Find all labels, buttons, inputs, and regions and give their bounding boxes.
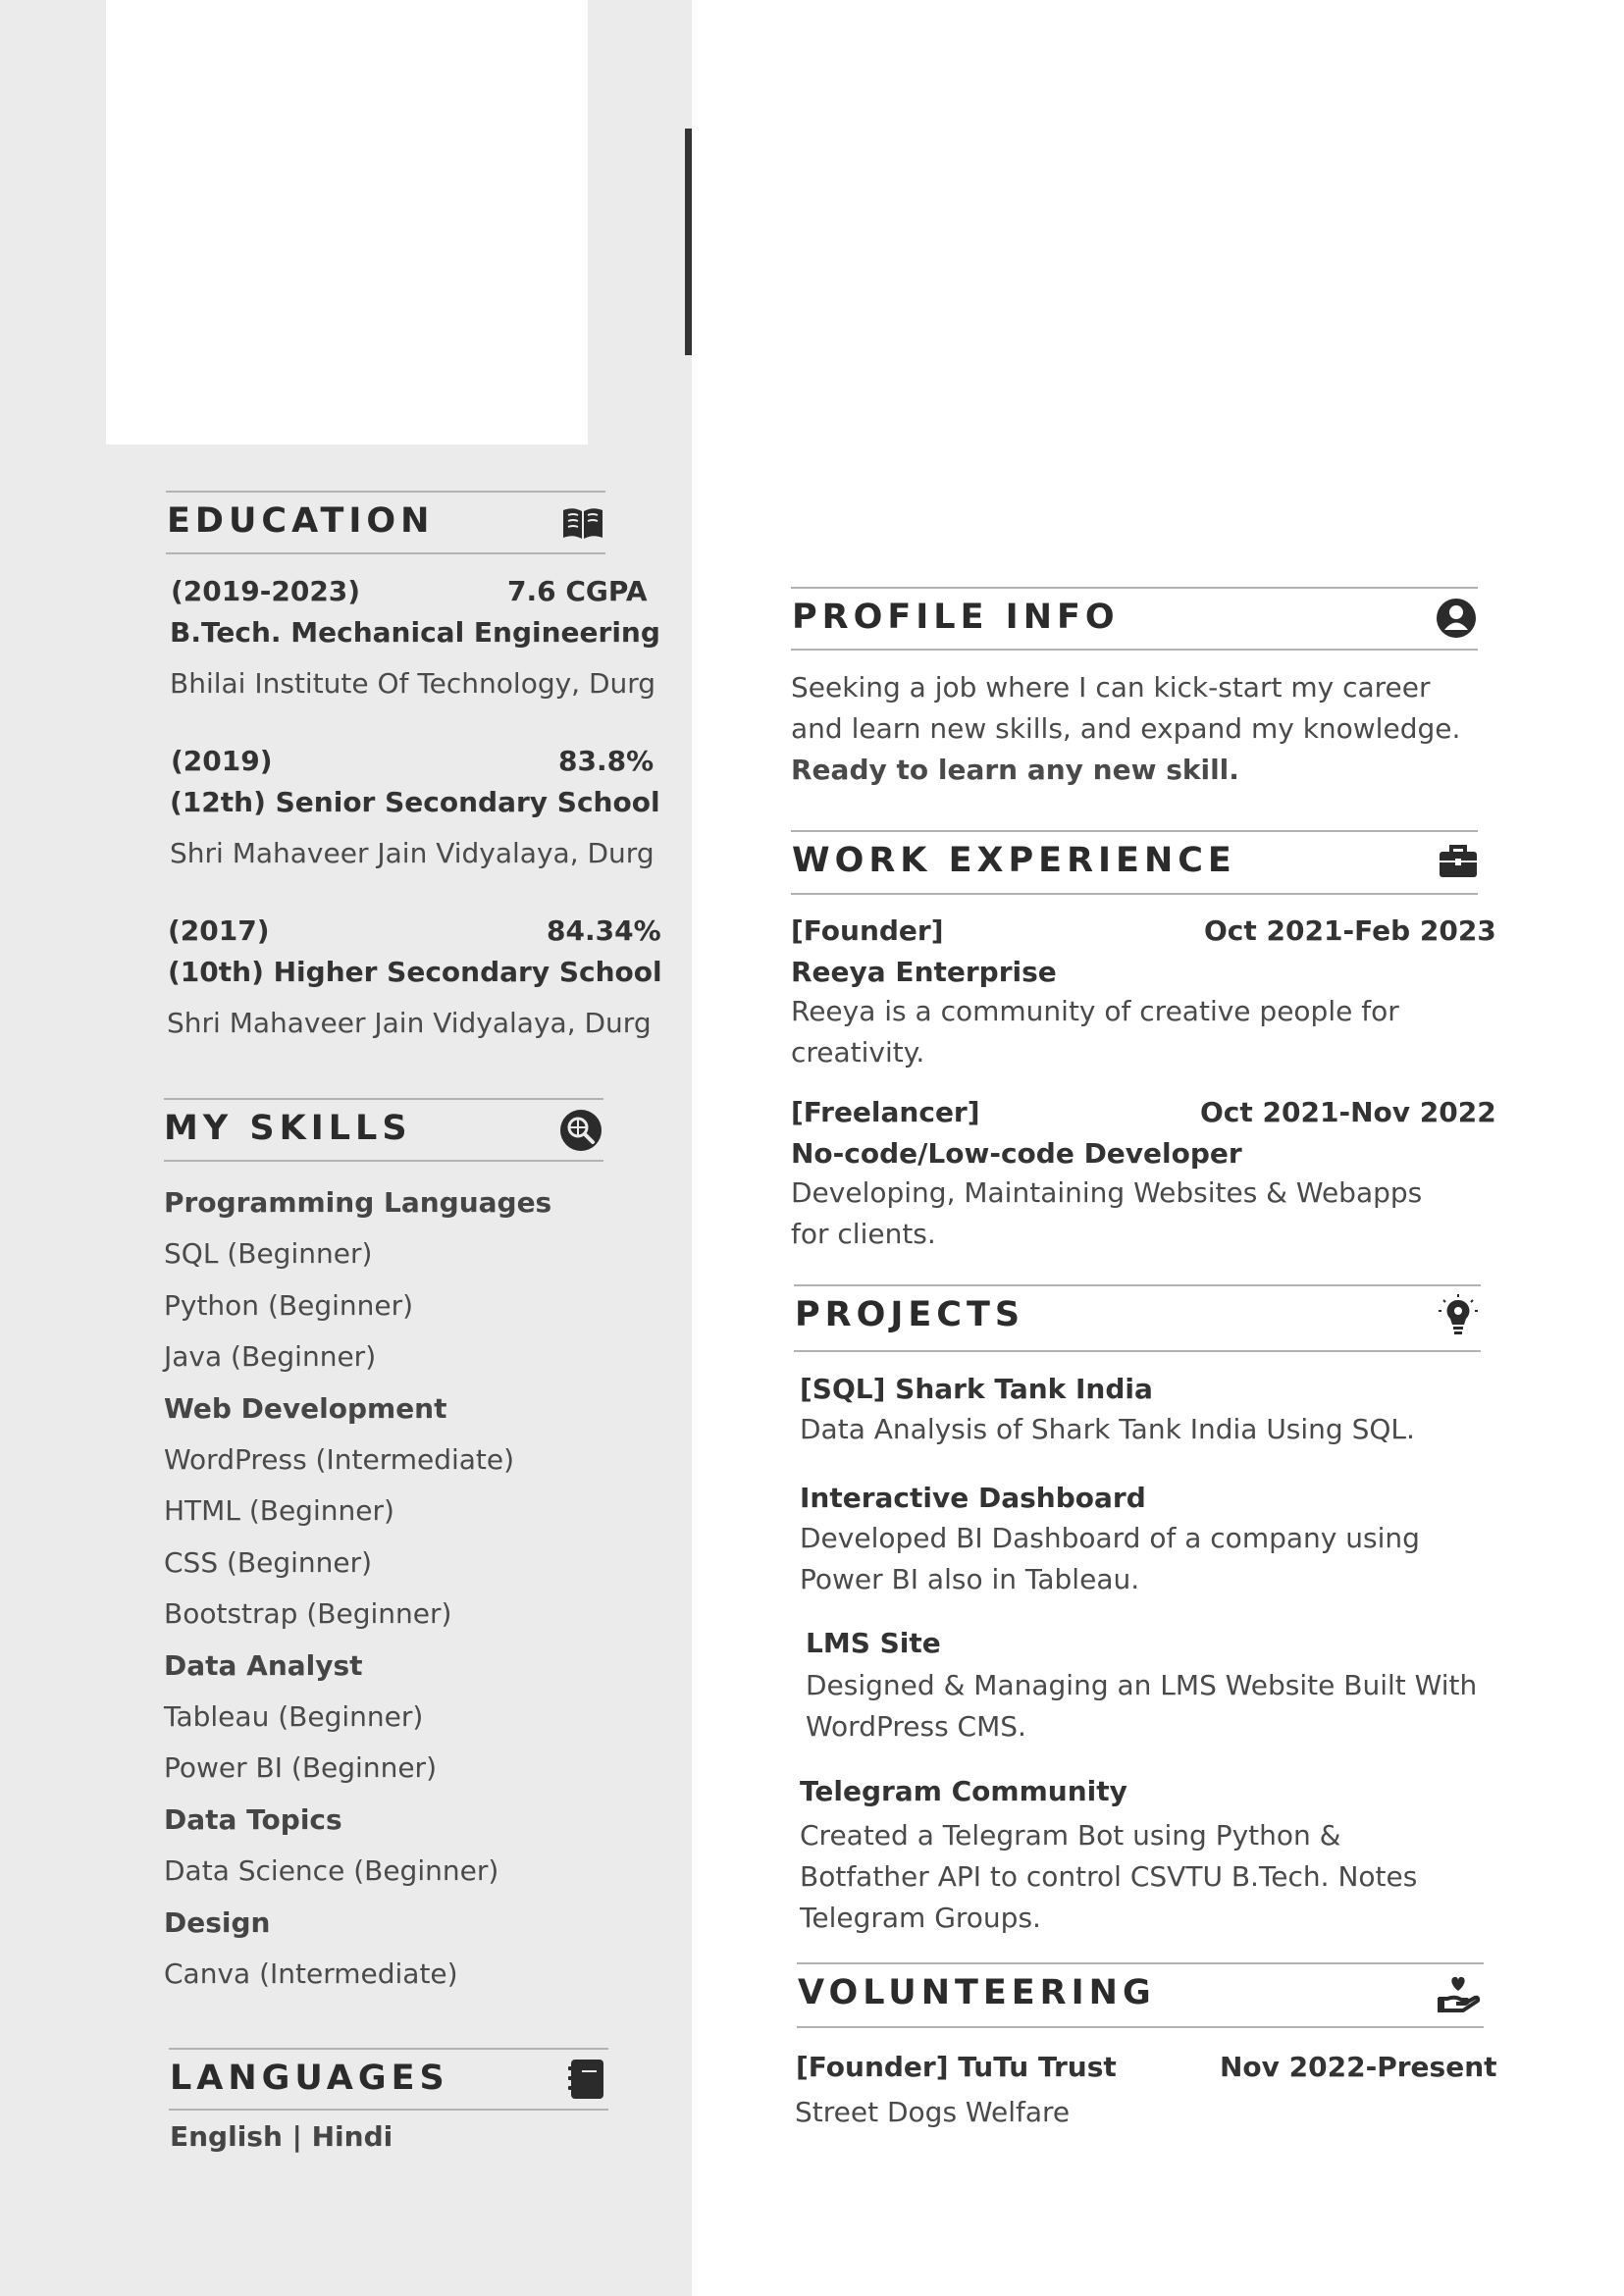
skill-category: Design bbox=[164, 1906, 271, 1939]
project-description-line: Developed BI Dashboard of a company using bbox=[800, 1522, 1420, 1554]
languages-bottom-rule bbox=[169, 2109, 608, 2111]
user-circle-icon bbox=[1434, 596, 1479, 641]
education-year: (2019-2023) bbox=[171, 575, 361, 607]
work-description-line: Reeya is a community of creative people for bbox=[791, 995, 1399, 1027]
work-role: [Freelancer] bbox=[791, 1096, 980, 1128]
briefcase-icon bbox=[1436, 839, 1481, 884]
education-score: 84.34% bbox=[547, 914, 661, 947]
notebook-icon bbox=[564, 2057, 609, 2102]
project-description-line: Botfather API to control CSVTU B.Tech. Notes bbox=[800, 1860, 1418, 1893]
languages-top-rule bbox=[169, 2048, 608, 2050]
education-degree: (12th) Senior Secondary School bbox=[170, 786, 660, 818]
lightbulb-gear-icon bbox=[1436, 1294, 1481, 1339]
skill-item: Canva (Intermediate) bbox=[164, 1957, 458, 1990]
skills-top-rule bbox=[164, 1098, 603, 1100]
education-degree: (10th) Higher Secondary School bbox=[168, 956, 662, 988]
work-description-line: for clients. bbox=[791, 1218, 936, 1250]
profile-highlight: Ready to learn any new skill. bbox=[791, 754, 1239, 786]
education-score: 7.6 CGPA bbox=[507, 575, 648, 607]
volunteering-description: Street Dogs Welfare bbox=[795, 2096, 1071, 2128]
skill-item: Tableau (Beginner) bbox=[164, 1700, 424, 1733]
volunteering-bottom-rule bbox=[797, 2026, 1484, 2028]
open-book-icon bbox=[560, 500, 605, 546]
skill-item: HTML (Beginner) bbox=[164, 1494, 394, 1527]
project-title: LMS Site bbox=[806, 1627, 941, 1659]
work-description-line: Developing, Maintaining Websites & Webapps bbox=[791, 1176, 1423, 1209]
work-description bbox=[791, 1173, 1422, 1255]
skills-bottom-rule bbox=[164, 1160, 603, 1162]
volunteering-heading: VOLUNTEERING bbox=[798, 1973, 1156, 2012]
work-dates: Oct 2021-Nov 2022 bbox=[1200, 1096, 1496, 1128]
education-degree: B.Tech. Mechanical Engineering bbox=[170, 616, 660, 649]
work-role: [Founder] bbox=[791, 914, 944, 947]
volunteering-role: [Founder] TuTu Trust bbox=[796, 2051, 1117, 2083]
project-description-line: Designed & Managing an LMS Website Built With bbox=[806, 1669, 1478, 1701]
profile-line: Seeking a job where I can kick-start my career bbox=[791, 671, 1431, 704]
education-institute: Shri Mahaveer Jain Vidyalaya, Durg bbox=[167, 1007, 652, 1039]
project-title: Telegram Community bbox=[800, 1775, 1127, 1807]
project-description bbox=[806, 1665, 1477, 1748]
projects-heading: PROJECTS bbox=[795, 1295, 1025, 1334]
skill-item: WordPress (Intermediate) bbox=[164, 1443, 515, 1476]
skill-item: Data Science (Beginner) bbox=[164, 1854, 499, 1887]
education-institute: Bhilai Institute Of Technology, Durg bbox=[170, 667, 656, 700]
projects-bottom-rule bbox=[794, 1350, 1481, 1352]
skill-category: Programming Languages bbox=[164, 1186, 552, 1219]
work-top-rule bbox=[791, 830, 1478, 832]
volunteering-dates: Nov 2022-Present bbox=[1220, 2051, 1497, 2083]
work-dates: Oct 2021-Feb 2023 bbox=[1204, 914, 1496, 947]
languages-list: English | Hindi bbox=[170, 2120, 393, 2153]
project-description bbox=[800, 1409, 1415, 1450]
skill-category: Web Development bbox=[164, 1392, 447, 1425]
skill-item: CSS (Beginner) bbox=[164, 1546, 373, 1579]
skill-item: Bootstrap (Beginner) bbox=[164, 1597, 452, 1630]
skill-category: Data Analyst bbox=[164, 1649, 363, 1682]
education-institute: Shri Mahaveer Jain Vidyalaya, Durg bbox=[170, 837, 655, 869]
education-bottom-rule bbox=[166, 552, 605, 554]
project-title: [SQL] Shark Tank India bbox=[800, 1373, 1153, 1405]
profile-photo-placeholder bbox=[106, 0, 588, 444]
project-description-line: Power BI also in Tableau. bbox=[800, 1563, 1140, 1595]
profile-summary bbox=[791, 667, 1488, 791]
skills-heading: MY SKILLS bbox=[164, 1109, 412, 1148]
profile-top-rule bbox=[791, 587, 1478, 589]
education-top-rule bbox=[166, 491, 605, 493]
work-description bbox=[791, 991, 1399, 1073]
languages-heading: LANGUAGES bbox=[170, 2059, 449, 2098]
profile-line: and learn new skills, and expand my knowledge. bbox=[791, 712, 1461, 745]
skill-item: Java (Beginner) bbox=[164, 1340, 377, 1373]
work-description-line: creativity. bbox=[791, 1036, 925, 1069]
skill-item: Power BI (Beginner) bbox=[164, 1751, 437, 1784]
project-description bbox=[800, 1518, 1420, 1600]
volunteering-top-rule bbox=[797, 1962, 1484, 1964]
project-description-line: WordPress CMS. bbox=[806, 1710, 1026, 1743]
skill-item: Python (Beginner) bbox=[164, 1289, 414, 1322]
skill-category: Data Topics bbox=[164, 1803, 342, 1836]
profile-bottom-rule bbox=[791, 649, 1478, 651]
project-title: Interactive Dashboard bbox=[800, 1482, 1146, 1514]
project-description-line: Telegram Groups. bbox=[800, 1902, 1041, 1934]
work-organization: No-code/Low-code Developer bbox=[791, 1137, 1242, 1170]
education-year: (2017) bbox=[168, 914, 270, 947]
project-description-line: Data Analysis of Shark Tank India Using SQL. bbox=[800, 1413, 1415, 1445]
work-organization: Reeya Enterprise bbox=[791, 956, 1057, 988]
work-bottom-rule bbox=[791, 893, 1478, 895]
education-heading: EDUCATION bbox=[167, 501, 435, 541]
profile-heading: PROFILE INFO bbox=[792, 598, 1120, 637]
header-accent-bar bbox=[685, 129, 692, 355]
hand-heart-icon bbox=[1436, 1971, 1481, 2016]
projects-top-rule bbox=[794, 1284, 1481, 1286]
education-year: (2019) bbox=[171, 745, 273, 777]
work-heading: WORK EXPERIENCE bbox=[792, 841, 1236, 880]
skill-item: SQL (Beginner) bbox=[164, 1237, 373, 1270]
globe-search-icon bbox=[558, 1108, 603, 1153]
project-description bbox=[800, 1815, 1417, 1939]
education-score: 83.8% bbox=[558, 745, 655, 777]
project-description-line: Created a Telegram Bot using Python & bbox=[800, 1819, 1341, 1852]
